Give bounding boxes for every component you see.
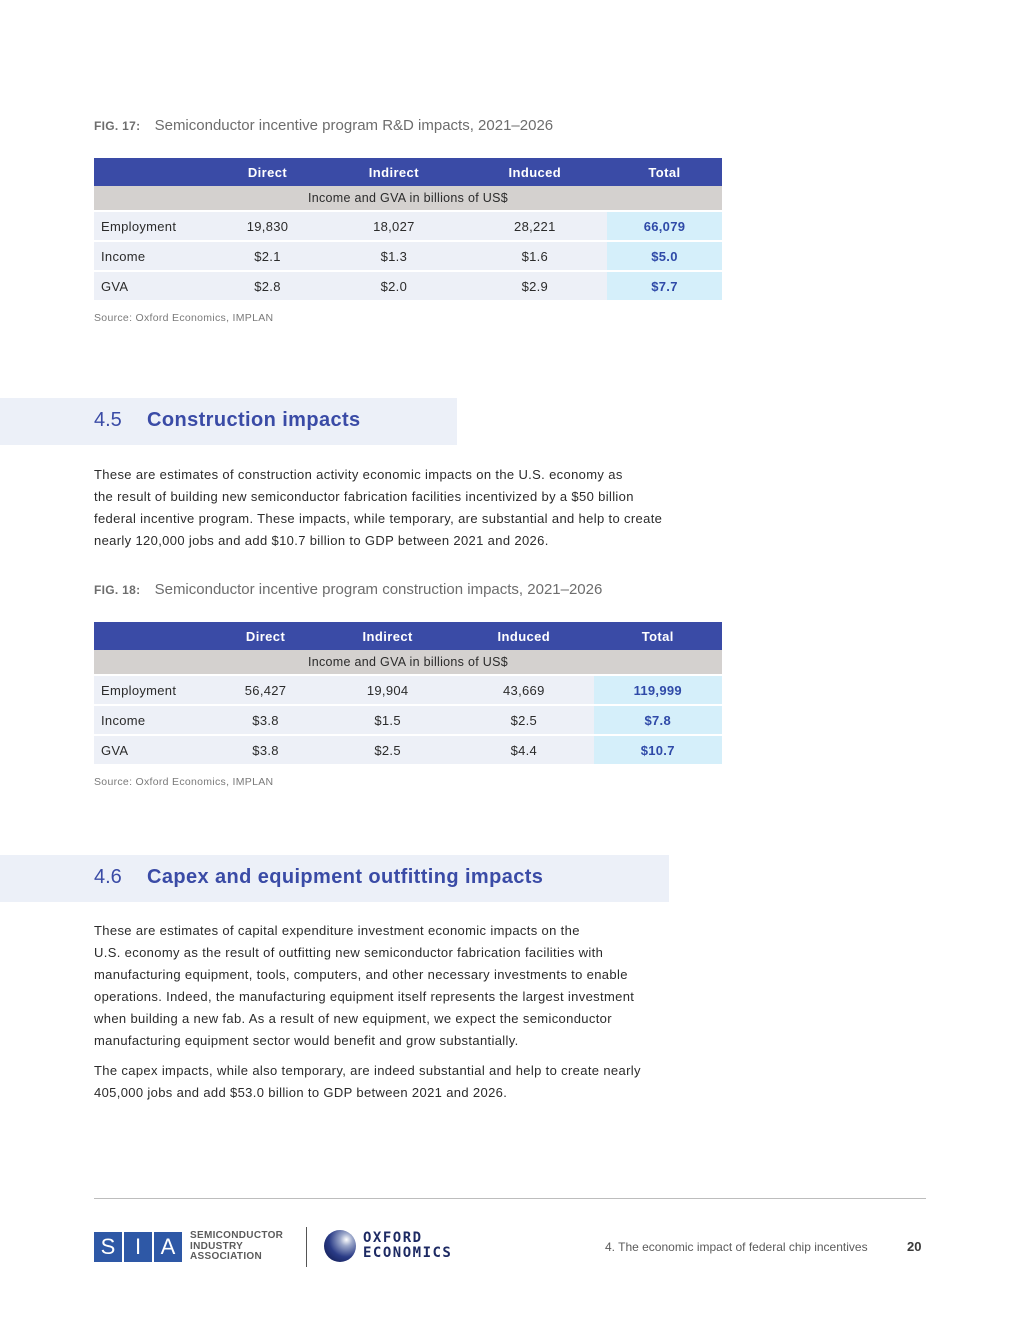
unit-row: Income and GVA in billions of US$ <box>94 650 722 676</box>
text-line: the result of building new semiconductor fabrication facilities incentivized by a $50 billion <box>94 489 634 504</box>
table-row <box>94 706 722 736</box>
text-line: nearly 120,000 jobs and add $10.7 billion to GDP between 2021 and 2026. <box>94 533 549 548</box>
cell-indirect: 18,027 <box>325 212 463 242</box>
cell-induced: $2.9 <box>463 272 607 302</box>
table-row <box>94 736 722 766</box>
column-header: Total <box>594 622 723 650</box>
oe-name-line: OXFORD <box>363 1230 423 1246</box>
cell-total: 119,999 <box>594 676 723 706</box>
text-line: These are estimates of construction activity economic impacts on the U.S. economy as <box>94 467 623 482</box>
logo-divider <box>306 1227 307 1267</box>
fig17-table <box>94 158 722 302</box>
unit-row: Income and GVA in billions of US$ <box>94 186 722 212</box>
figure-17-title <box>94 117 553 134</box>
sia-logo <box>94 1231 283 1263</box>
sia-letter: I <box>124 1232 152 1262</box>
column-header: Direct <box>210 622 321 650</box>
footer-chapter: 4. The economic impact of federal chip incentives <box>605 1240 868 1254</box>
section-4-5-paragraph <box>94 464 734 552</box>
text-line: manufacturing equipment sector would benefit and grow substantially. <box>94 1033 519 1048</box>
text-line: These are estimates of capital expenditure investment economic impacts on the <box>94 923 580 938</box>
text-line: 405,000 jobs and add $53.0 billion to GDP between 2021 and 2026. <box>94 1085 508 1100</box>
table-row <box>94 272 722 302</box>
footer-divider <box>94 1198 926 1199</box>
text-line: federal incentive program. These impacts, while temporary, are substantial and help to create <box>94 511 663 526</box>
figure-caption: Semiconductor incentive program construction impacts, 2021–2026 <box>154 581 603 598</box>
text-line: manufacturing equipment, tools, computers, and other necessary investments to enable <box>94 967 628 982</box>
text-line: The capex impacts, while also temporary, are indeed substantial and help to create nearly <box>94 1063 641 1078</box>
section-number: 4.5 <box>94 409 122 431</box>
cell-indirect: $2.0 <box>325 272 463 302</box>
cell-induced: $1.6 <box>463 242 607 272</box>
column-header: Total <box>607 158 722 186</box>
column-header: Indirect <box>325 158 463 186</box>
cell-direct: $2.1 <box>210 242 325 272</box>
oe-name <box>363 1231 452 1261</box>
cell-direct: 56,427 <box>210 676 321 706</box>
fig18-table <box>94 622 722 766</box>
sia-name <box>190 1231 283 1263</box>
globe-icon <box>324 1230 356 1262</box>
cell-total: $7.8 <box>594 706 723 736</box>
figure-label: FIG. 17: <box>94 119 141 133</box>
text-line: operations. Indeed, the manufacturing equipment itself represents the largest investment <box>94 989 635 1004</box>
table-header-row <box>94 158 722 186</box>
row-label: GVA <box>94 736 210 766</box>
figure-label: FIG. 18: <box>94 583 141 597</box>
cell-indirect: $1.5 <box>321 706 454 736</box>
column-header: Indirect <box>321 622 454 650</box>
row-label: GVA <box>94 272 210 302</box>
oe-name-line: ECONOMICS <box>363 1245 453 1261</box>
table-row <box>94 212 722 242</box>
fig18-source: Source: Oxford Economics, IMPLAN <box>94 776 274 788</box>
cell-total: $7.7 <box>607 272 722 302</box>
cell-total: $5.0 <box>607 242 722 272</box>
cell-induced: 43,669 <box>454 676 593 706</box>
table-row <box>94 242 722 272</box>
row-label: Employment <box>94 676 210 706</box>
column-header: Induced <box>454 622 593 650</box>
cell-total: $10.7 <box>594 736 723 766</box>
row-label: Employment <box>94 212 210 242</box>
cell-induced: $2.5 <box>454 706 593 736</box>
cell-induced: $4.4 <box>454 736 593 766</box>
text-line: when building a new fab. As a result of new equipment, we expect the semiconductor <box>94 1011 612 1026</box>
cell-direct: 19,830 <box>210 212 325 242</box>
sia-name-line: ASSOCIATION <box>190 1251 263 1262</box>
page-number: 20 <box>907 1239 922 1254</box>
text-line: U.S. economy as the result of outfitting new semiconductor fabrication facilities with <box>94 945 604 960</box>
row-label: Income <box>94 242 210 272</box>
sia-name-line: SEMICONDUCTOR <box>190 1230 284 1241</box>
column-header <box>94 158 210 186</box>
section-title: Construction impacts <box>147 409 361 431</box>
section-number: 4.6 <box>94 866 122 888</box>
cell-induced: 28,221 <box>463 212 607 242</box>
column-header: Induced <box>463 158 607 186</box>
figure-18-title <box>94 581 602 598</box>
oxford-economics-logo <box>324 1230 452 1262</box>
section-4-6-paragraph-2 <box>94 1060 734 1104</box>
table-row <box>94 676 722 706</box>
cell-indirect: $2.5 <box>321 736 454 766</box>
table-header-row <box>94 622 722 650</box>
section-4-6-paragraph-1 <box>94 920 734 1052</box>
section-title: Capex and equipment outfitting impacts <box>147 866 544 888</box>
sia-letter: A <box>154 1232 182 1262</box>
column-header <box>94 622 210 650</box>
cell-direct: $3.8 <box>210 736 321 766</box>
figure-caption: Semiconductor incentive program R&D impacts, 2021–2026 <box>154 117 554 134</box>
fig17-source: Source: Oxford Economics, IMPLAN <box>94 312 274 324</box>
column-header: Direct <box>210 158 325 186</box>
sia-name-line: INDUSTRY <box>190 1240 244 1252</box>
cell-direct: $3.8 <box>210 706 321 736</box>
sia-letter: S <box>94 1232 122 1262</box>
cell-indirect: $1.3 <box>325 242 463 272</box>
cell-direct: $2.8 <box>210 272 325 302</box>
row-label: Income <box>94 706 210 736</box>
cell-indirect: 19,904 <box>321 676 454 706</box>
cell-total: 66,079 <box>607 212 722 242</box>
